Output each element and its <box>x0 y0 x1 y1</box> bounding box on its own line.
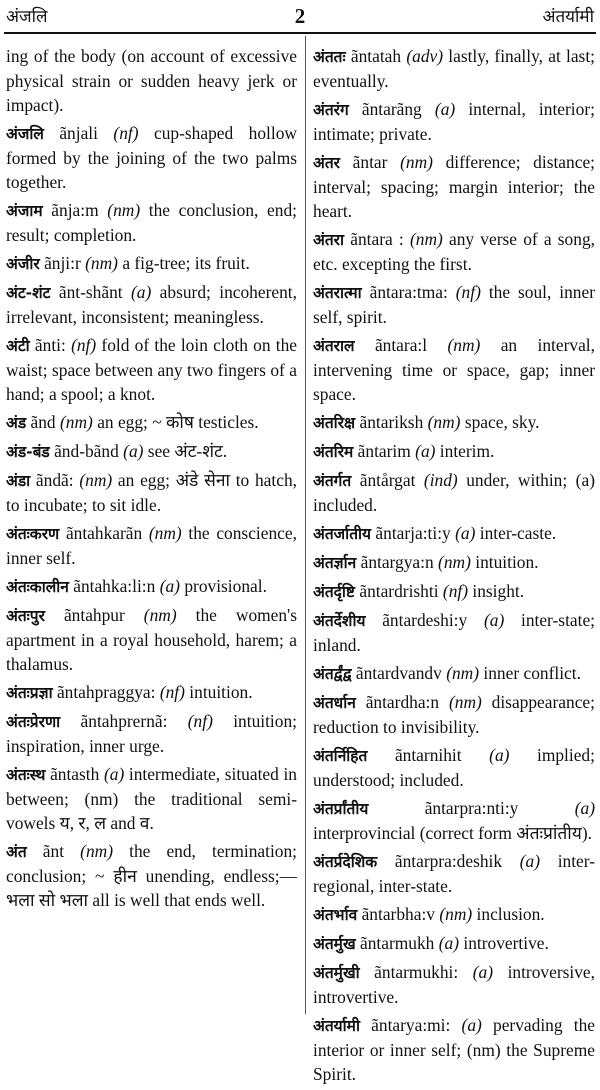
entry-part-of-speech: (ind) <box>423 470 458 490</box>
entry-transliteration: ãntarãng <box>361 99 422 119</box>
entry-part-of-speech: (a) <box>461 1015 482 1035</box>
entry-part-of-speech: (a) <box>489 745 510 765</box>
entry-part-of-speech: (nm) <box>80 841 113 861</box>
entry-headword: अंतर्गत <box>313 472 352 490</box>
entry-definition: cup-shaped hollow formed by the joining of the two palms together. <box>6 123 297 192</box>
dictionary-entry <box>313 849 595 898</box>
entry-part-of-speech: (nm) <box>447 335 481 355</box>
entry-definition: fold of the loin cloth on the waist; space between any two fingers of a hand; a spool; a knot. <box>6 335 297 404</box>
entry-headword: अंतर्भाव <box>313 906 358 924</box>
entry-part-of-speech: (nm) <box>148 523 182 543</box>
entry-headword: अंजीर <box>6 255 40 273</box>
entry-transliteration: ãntarmukhi: <box>374 962 459 982</box>
entry-definition: inter-caste. <box>479 523 557 543</box>
entry-headword: अंतःप्रेरणा <box>6 713 61 731</box>
entry-definition: an egg; अंडे सेना to hatch, to incubate; to sit idle. <box>6 470 297 515</box>
dictionary-entry <box>6 468 297 517</box>
entry-headword: अंटी <box>6 337 30 355</box>
entry-part-of-speech: (nm) <box>427 412 461 432</box>
entry-part-of-speech: (nm) <box>85 253 118 273</box>
entry-transliteration: ãntarnihit <box>394 745 462 765</box>
entry-definition: disappearance; reduction to invisibility. <box>313 692 595 737</box>
entry-definition: absurd; incoherent, irrelevant, inconsistent; meaningless. <box>6 282 297 327</box>
dictionary-entry <box>313 1013 595 1086</box>
entry-headword: अंतःकरण <box>6 525 60 543</box>
dictionary-entry <box>313 150 595 223</box>
entry-headword: अंतःपुर <box>6 607 45 625</box>
entry-transliteration: ãntardrishti <box>359 581 439 601</box>
entry-headword: अंतःस्थ <box>6 766 46 784</box>
entry-headword: अंतरंग <box>313 101 349 119</box>
entry-definition: the women's apartment in a royal household, harem; a thalamus. <box>6 605 297 674</box>
entry-part-of-speech: (nm) <box>446 663 480 683</box>
entry-transliteration: ãndã: <box>35 470 74 490</box>
entry-transliteration: ãnja:m <box>51 200 99 220</box>
dictionary-entry <box>313 743 595 792</box>
page-number: 2 <box>294 4 306 28</box>
entry-part-of-speech: (nf) <box>187 711 213 731</box>
entry-part-of-speech: (a) <box>483 610 505 630</box>
entry-headword: अंतर्यामी <box>313 1017 360 1035</box>
entry-transliteration: ãntahkarãn <box>65 523 143 543</box>
dictionary-entry <box>6 44 297 117</box>
entry-definition: intuition. <box>189 682 253 702</box>
entry-headword: अंतर्द्वंद्व <box>313 665 352 683</box>
entry-definition: interim. <box>439 441 495 461</box>
entry-transliteration: ãntahpur <box>63 605 125 625</box>
entry-definition: the conclusion, end; result; completion. <box>6 200 297 245</box>
entry-part-of-speech: (a) <box>455 523 476 543</box>
entry-headword: अंजाम <box>6 202 43 220</box>
entry-transliteration: ãntårgat <box>359 470 416 490</box>
entry-headword: अंतरा <box>313 231 345 249</box>
dictionary-entry <box>6 333 297 406</box>
entry-headword: अंड <box>6 414 27 432</box>
entry-headword: अंतर्निहित <box>313 747 368 765</box>
entry-headword: अंतरिक्ष <box>313 414 356 432</box>
entry-part-of-speech: (nm) <box>59 412 93 432</box>
dictionary-entry <box>313 690 595 739</box>
entry-part-of-speech: (nm) <box>107 200 141 220</box>
dictionary-entry <box>6 762 297 835</box>
dictionary-entry <box>313 410 595 435</box>
entry-part-of-speech: (a) <box>415 441 436 461</box>
entry-transliteration: ãntatah <box>350 46 402 66</box>
entry-headword: अंतराल <box>313 337 355 355</box>
entry-definition: insight. <box>472 581 525 601</box>
dictionary-entry <box>6 839 297 912</box>
entry-definition: see अंट-शंट. <box>147 441 228 461</box>
entry-transliteration: ãntariksh <box>359 412 424 432</box>
entry-headword: अंतर <box>313 154 341 172</box>
entry-headword: अंतर्मुख <box>313 935 356 953</box>
right-column <box>313 44 595 1090</box>
entry-part-of-speech: (nm) <box>400 152 433 172</box>
dictionary-entry <box>313 550 595 575</box>
entry-transliteration: ãntar <box>352 152 388 172</box>
dictionary-entry <box>6 251 297 276</box>
dictionary-entry <box>313 97 595 146</box>
entry-definition: inter-regional, inter-state. <box>313 851 595 896</box>
dictionary-entry <box>6 680 297 705</box>
entry-definition: intermediate, situated in between; (nm) the traditional semi-vowels य, र, ल and व. <box>6 764 297 833</box>
entry-part-of-speech: (adv) <box>406 46 444 66</box>
entry-transliteration: ãntahka:li:n <box>73 576 156 596</box>
entry-part-of-speech: (nf) <box>455 282 481 302</box>
dictionary-entry <box>313 44 595 93</box>
entry-definition: inner conflict. <box>483 663 581 683</box>
entry-transliteration: ãnt-shãnt <box>58 282 123 302</box>
header-rule <box>4 32 596 34</box>
entry-definition: implied; understood; included. <box>313 745 595 790</box>
entry-headword: अंतर्देशीय <box>313 612 366 630</box>
entry-definition: ing of the body (on account of excessive physical strain or sudden heavy jerk or impact). <box>6 46 297 115</box>
entry-transliteration: ãntahpraggya: <box>56 682 156 702</box>
dictionary-entry <box>6 709 297 758</box>
dictionary-entry <box>313 796 595 845</box>
entry-headword: अंतर्धान <box>313 694 356 712</box>
entry-definition: introversive, introvertive. <box>313 962 595 1007</box>
entry-transliteration: ãntargya:n <box>360 552 434 572</box>
entry-part-of-speech: (nm) <box>438 552 471 572</box>
dictionary-entry <box>6 280 297 329</box>
entry-part-of-speech: (a) <box>123 441 144 461</box>
right-guide-word: अंतर्यामी <box>542 7 594 27</box>
entry-headword: अंतरिम <box>313 443 354 461</box>
entry-part-of-speech: (nm) <box>439 904 473 924</box>
dictionary-entry <box>313 333 595 406</box>
entry-transliteration: ãntarpra:deshik <box>394 851 503 871</box>
entry-headword: अंडा <box>6 472 31 490</box>
entry-part-of-speech: (nf) <box>71 335 97 355</box>
page-header <box>6 4 594 30</box>
entry-transliteration: ãntarpra:nti:y <box>424 798 519 818</box>
dictionary-entry <box>313 227 595 276</box>
entry-transliteration: ãntasth <box>50 764 100 784</box>
entry-part-of-speech: (nm) <box>79 470 113 490</box>
dictionary-entry <box>313 468 595 517</box>
entry-transliteration: ãntara:l <box>374 335 428 355</box>
dictionary-entry <box>313 960 595 1009</box>
entry-transliteration: ãntarya:mi: <box>371 1015 451 1035</box>
entry-definition: intuition. <box>475 552 539 572</box>
entry-definition: a fig-tree; its fruit. <box>122 253 250 273</box>
entry-transliteration: ãntara:tma: <box>369 282 448 302</box>
entry-definition: lastly, finally, at last; eventually. <box>313 46 595 91</box>
entry-definition: space, sky. <box>464 412 540 432</box>
entry-part-of-speech: (a) <box>434 99 456 119</box>
dictionary-entry <box>6 574 297 599</box>
dictionary-entry <box>6 439 297 464</box>
entry-headword: अंत <box>6 843 27 861</box>
entry-definition: introvertive. <box>463 933 549 953</box>
dictionary-entry <box>6 521 297 570</box>
dictionary-entry <box>313 521 595 546</box>
entry-transliteration: ãnd <box>30 412 56 432</box>
entry-transliteration: ãntardha:n <box>365 692 440 712</box>
entry-headword: अंतर्ज्ञान <box>313 554 357 572</box>
entry-transliteration: ãnjali <box>59 123 98 143</box>
entry-part-of-speech: (a) <box>472 962 494 982</box>
entry-definition: under, within; (a) included. <box>313 470 595 515</box>
entry-part-of-speech: (a) <box>130 282 152 302</box>
entry-definition: the soul, inner self, spirit. <box>313 282 595 327</box>
entry-part-of-speech: (nm) <box>448 692 482 712</box>
entry-transliteration: ãntarmukh <box>360 933 435 953</box>
entry-part-of-speech: (a) <box>574 798 595 818</box>
entry-headword: अंतर्प्रांतीय <box>313 800 369 818</box>
column-divider <box>305 36 306 1014</box>
dictionary-entry <box>6 121 297 194</box>
entry-headword: अंततः <box>313 48 346 66</box>
entry-part-of-speech: (nm) <box>409 229 443 249</box>
left-column <box>6 44 297 916</box>
dictionary-entry <box>313 608 595 657</box>
entry-part-of-speech: (nf) <box>159 682 185 702</box>
entry-part-of-speech: (a) <box>438 933 460 953</box>
dictionary-entry <box>313 931 595 956</box>
entry-part-of-speech: (a) <box>103 764 125 784</box>
entry-part-of-speech: (a) <box>159 576 180 596</box>
entry-part-of-speech: (a) <box>519 851 541 871</box>
entry-transliteration: ãnji:r <box>44 253 81 273</box>
entry-transliteration: ãntarja:ti:y <box>375 523 451 543</box>
dictionary-entry <box>6 410 297 435</box>
dictionary-entry <box>313 902 595 927</box>
entry-definition: inter-state; inland. <box>313 610 595 655</box>
entry-transliteration: ãnti: <box>34 335 66 355</box>
entry-definition: inclusion. <box>476 904 545 924</box>
entry-transliteration: ãnt <box>42 841 65 861</box>
entry-headword: अंतर्मुखी <box>313 964 360 982</box>
entry-transliteration: ãntarim <box>357 441 411 461</box>
entry-headword: अंतर्जातीय <box>313 525 372 543</box>
entry-headword: अंतःकालीन <box>6 578 69 596</box>
entry-headword: अंट-शंट <box>6 284 51 302</box>
entry-definition: difference; distance; interval; spacing; margin interior; the heart. <box>313 152 595 221</box>
left-guide-word: अंजलि <box>6 7 48 27</box>
entry-part-of-speech: (nf) <box>113 123 139 143</box>
entry-part-of-speech: (nf) <box>442 581 469 601</box>
entry-transliteration: ãntara : <box>350 229 404 249</box>
dictionary-entry <box>313 439 595 464</box>
entry-transliteration: ãntardeshi:y <box>382 610 468 630</box>
entry-definition: the end, termination; conclusion; ~ हीन unending, endless;—भला सो भला all is well that ends well. <box>6 841 298 910</box>
entry-definition: the conscience, inner self. <box>6 523 297 568</box>
entry-headword: अंड-बंड <box>6 443 50 461</box>
entry-definition: interprovincial (correct form अंतःप्रांतीय). <box>313 823 593 843</box>
entry-definition: any verse of a song, etc. excepting the first. <box>313 229 595 274</box>
entry-definition: internal, interior; intimate; private. <box>313 99 595 144</box>
dictionary-entry <box>313 579 595 604</box>
entry-part-of-speech: (nm) <box>143 605 177 625</box>
dictionary-entry <box>313 661 595 686</box>
entry-headword: अंतःप्रज्ञा <box>6 684 53 702</box>
entry-definition: an interval, intervening time or space, gap; inner space. <box>313 335 595 404</box>
entry-definition: provisional. <box>184 576 267 596</box>
entry-headword: अंतरात्मा <box>313 284 362 302</box>
entry-headword: अंजलि <box>6 125 44 143</box>
entry-transliteration: ãnd-bãnd <box>54 441 119 461</box>
entry-definition: an egg; ~ कोष testicles. <box>97 412 259 432</box>
dictionary-entry <box>6 198 297 247</box>
dictionary-entry <box>313 280 595 329</box>
entry-transliteration: ãntarbha:v <box>361 904 435 924</box>
dictionary-entry <box>6 603 297 676</box>
entry-transliteration: ãntardvandv <box>355 663 442 683</box>
entry-transliteration: ãntahprernã: <box>80 711 168 731</box>
entry-headword: अंतर्दृष्टि <box>313 583 355 601</box>
entry-definition: pervading the interior or inner self; (nm) the Supreme Spirit. <box>313 1015 595 1084</box>
entry-headword: अंतर्प्रदेशिक <box>313 853 378 871</box>
entry-definition: intuition; inspiration, inner urge. <box>6 711 297 756</box>
